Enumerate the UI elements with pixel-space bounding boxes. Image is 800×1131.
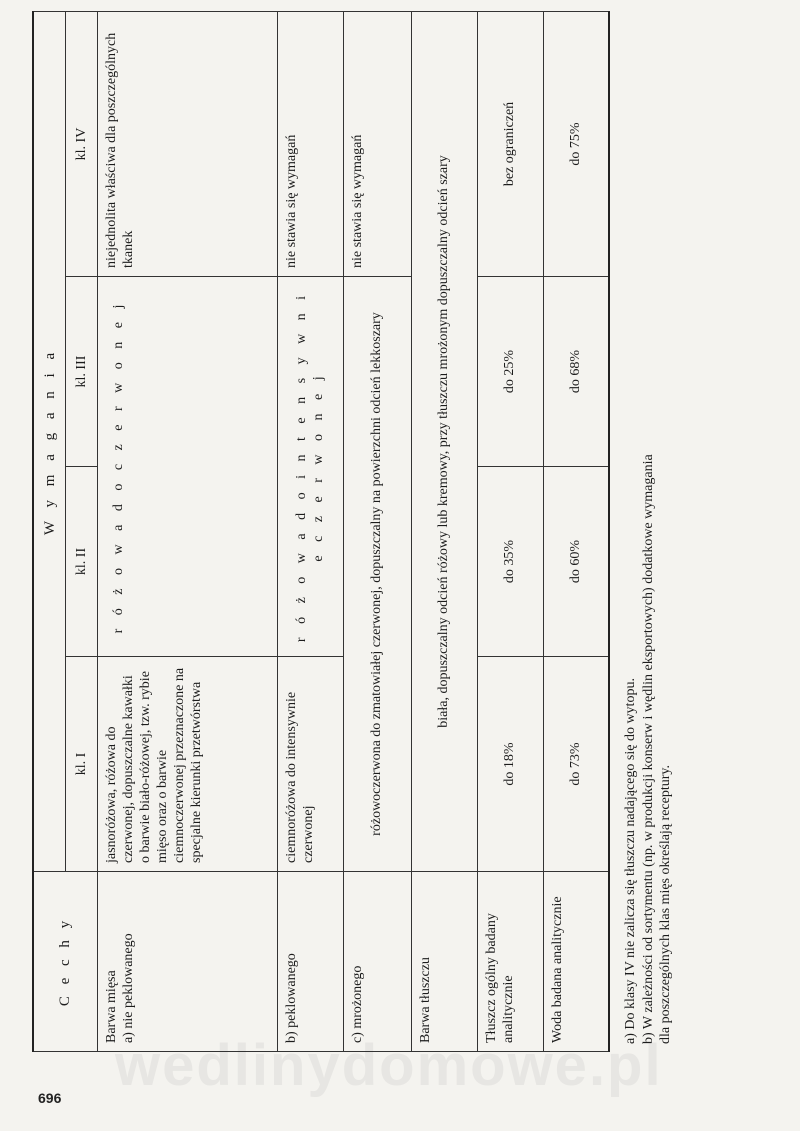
header-kl2: kl. II — [66, 467, 97, 657]
woda-kl2: do 60% — [543, 467, 609, 657]
tluszcz-kl3: do 25% — [477, 277, 543, 467]
woda-kl3: do 68% — [543, 277, 609, 467]
row-mrozonego — [343, 11, 411, 1051]
peklowanego-kl1: ciemnoróżowa do intensywnie czerwonej — [277, 657, 343, 872]
header-row-top — [33, 11, 66, 1051]
label-nie-peklowanego: a) nie peklowanego — [120, 933, 136, 1043]
page-number: 696 — [38, 1090, 62, 1106]
header-wymagania: W y m a g a n i a — [33, 11, 66, 871]
barwa-miesa-kl4: niejednolita właściwa dla poszczególnych tkanek — [97, 11, 277, 276]
header-kl3: kl. III — [66, 277, 97, 467]
mrozonego-kl1-3: różowoczerwona do zmatowiałej czerwonej, dopuszczalny na powierzchni odcień lekkoszary — [343, 277, 411, 872]
barwa-miesa-kl2-3: r ó ż o w a d o c z e r w o n e j — [97, 277, 277, 657]
row-barwa-tluszczu — [411, 11, 477, 1051]
barwa-miesa-kl1: jasnoróżowa, różowa do czerwonej, dopuszczalne kawałki o barwie biało-różowej, tzw. rybie mięso oraz o barwie ciemnoczerwonej przeznaczone na specjalne kierunki przetwórstwa — [97, 657, 277, 872]
footnote-b-line1: b) W zależności od sortymentu (np. w produkcji konserw i wędlin eksportowych) dodatkowe wymagania — [640, 454, 656, 1044]
row-peklowanego — [277, 11, 343, 1051]
row-tluszcz — [477, 11, 543, 1051]
header-cechy: C e c h y — [33, 872, 97, 1052]
tluszcz-kl1: do 18% — [477, 657, 543, 872]
barwa-tluszczu-value: biała, dopuszczalny odcień różowy lub kremowy, przy tłuszczu mrożonym dopuszczalny odcień szary — [411, 11, 477, 871]
label-barwa-miesa-main: Barwa mięsa — [103, 970, 119, 1043]
row-barwa-miesa — [97, 11, 277, 1051]
requirements-table — [32, 11, 610, 1052]
tluszcz-kl2: do 35% — [477, 467, 543, 657]
footnotes — [622, 24, 675, 1044]
woda-kl1: do 73% — [543, 657, 609, 872]
label-barwa-tluszczu: Barwa tłuszczu — [411, 872, 477, 1052]
peklowanego-kl2-3: r ó ż o w a d o i n t e n s y w n i e c z e r w o n e j — [277, 277, 343, 657]
header-kl4: kl. IV — [66, 11, 97, 276]
mrozonego-kl4: nie stawia się wymagań — [343, 11, 411, 276]
tluszcz-kl4: bez ograniczeń — [477, 11, 543, 276]
peklowanego-kl4: nie stawia się wymagań — [277, 11, 343, 276]
header-kl1: kl. I — [66, 657, 97, 872]
row-woda — [543, 11, 609, 1051]
footnote-a: a) Do klasy IV nie zalicza się tłuszczu nadającego się do wytopu. — [623, 678, 638, 1044]
label-tluszcz: Tłuszcz ogólny badany analitycznie — [477, 872, 543, 1052]
label-woda: Woda badana analitycznie — [543, 872, 609, 1052]
label-peklowanego: b) peklowanego — [277, 872, 343, 1052]
footnote-b-line2: dla poszczególnych klas mięs określają receptury. — [658, 765, 673, 1044]
watermark: wedlinydomowe.pl — [115, 1033, 663, 1098]
rotated-page-content — [32, 12, 722, 1052]
label-mrozonego: c) mrożonego — [343, 872, 411, 1052]
label-barwa-miesa — [97, 872, 277, 1052]
woda-kl4: do 75% — [543, 11, 609, 276]
